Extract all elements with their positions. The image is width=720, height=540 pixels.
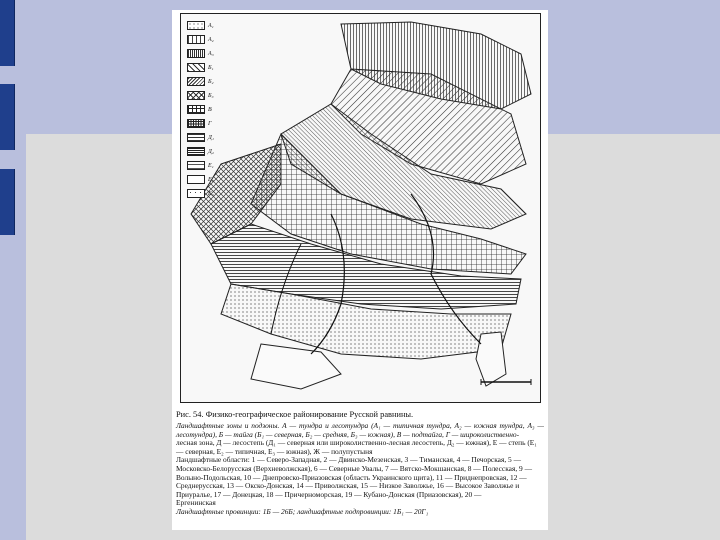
legend-item	[187, 20, 243, 31]
scanned-page	[172, 10, 548, 530]
legend-swatch	[187, 63, 205, 72]
legend-swatch	[187, 119, 205, 128]
legend-label: В	[208, 106, 212, 113]
legend-item	[187, 62, 243, 73]
caption-line: Среднерусская, 13 — Окско-Донская, 14 — Приволжская, 15 — Низкое Заволжье, 16 — Высокое Заволжье и	[176, 481, 520, 491]
legend-label: Д₁	[208, 134, 214, 141]
legend-item	[187, 188, 243, 199]
legend-label: А₃	[208, 50, 214, 57]
caption-line: Московско-Белорусская (Верхневолжская), 6 — Северные Увалы, 7 — Вятско-Мокшанская, 8 — Полесская, 9 —	[176, 463, 532, 473]
legend-item	[187, 160, 243, 171]
legend-item	[187, 118, 243, 129]
legend-item	[187, 48, 243, 59]
legend-item	[187, 90, 243, 101]
legend-label: А₁	[208, 22, 214, 29]
legend-item	[187, 132, 243, 143]
legend-label: Е₃	[208, 190, 214, 197]
slide-tab-3[interactable]	[0, 169, 15, 235]
figure-caption	[176, 410, 544, 517]
legend-label: Б₁	[208, 64, 214, 71]
caption-line: Ергенинская	[176, 498, 216, 508]
legend-item	[187, 146, 243, 157]
map-legend	[187, 20, 243, 202]
caption-line: — северная, Е₂ — типичная, Е₃ — южная), Ж — полупустыня	[176, 446, 373, 456]
caption-line: Волыно-Подольская, 10 — Днепровско-Приазовская (область Украинского щита), 11 — Приднепровская, 12 —	[176, 472, 527, 482]
legend-item	[187, 104, 243, 115]
legend-swatch	[187, 35, 205, 44]
caption-title: Рис. 54. Физико-географическое районирование Русской равнины.	[176, 410, 414, 419]
legend-swatch	[187, 49, 205, 58]
legend-swatch	[187, 175, 205, 184]
caption-line: Ландшафтные области: 1 — Северо-Западная, 2 — Двинско-Мезенская, 3 — Тиманская, 4 — Печорская, 5 —	[176, 455, 521, 465]
slide-tab-2[interactable]	[0, 84, 15, 150]
legend-label: А₂	[208, 36, 214, 43]
legend-item	[187, 76, 243, 87]
legend-swatch	[187, 105, 205, 114]
legend-swatch	[187, 21, 205, 30]
slide-tab-1[interactable]	[0, 0, 15, 66]
legend-label: Б₂	[208, 78, 214, 85]
legend-swatch	[187, 77, 205, 86]
legend-swatch	[187, 161, 205, 170]
legend-item	[187, 34, 243, 45]
caption-line: Ландшафтные провинции: 1Б — 26Б; ландшафтные подпровинции: 1Б₁ — 20Г₁	[176, 506, 429, 516]
legend-label: Г	[208, 120, 212, 127]
legend-swatch	[187, 133, 205, 142]
physiographic-map	[180, 13, 541, 403]
legend-swatch	[187, 189, 205, 198]
legend-swatch	[187, 91, 205, 100]
caption-line: лесная зона, Д — лесостепь (Д₁ — северная или широколиственно-лесная лесостепь, Д₂ — южная), Е — степь (Е₁	[176, 438, 537, 448]
caption-line: Ландшафтные зоны и подзоны. А — тундра и лесотундра (А₁ — типичная тундра, А₂ — южная тундра, А₃ — лесотундра), Б — тайга (Б₁ — северная, Б₂ — средняя, Б₃ — южная), В — подтайга, Г — широколиственно-	[176, 421, 544, 439]
caption-line: Приуралье, 17 — Донецкая, 18 — Причерноморская, 19 — Кубано-Донская (Приазовская), 20 —	[176, 489, 482, 499]
legend-label: Е₂	[208, 176, 214, 183]
legend-item	[187, 174, 243, 185]
legend-label: Д₂	[208, 148, 214, 155]
legend-label: Е₁	[208, 162, 214, 169]
legend-swatch	[187, 147, 205, 156]
legend-label: Б₃	[208, 92, 214, 99]
